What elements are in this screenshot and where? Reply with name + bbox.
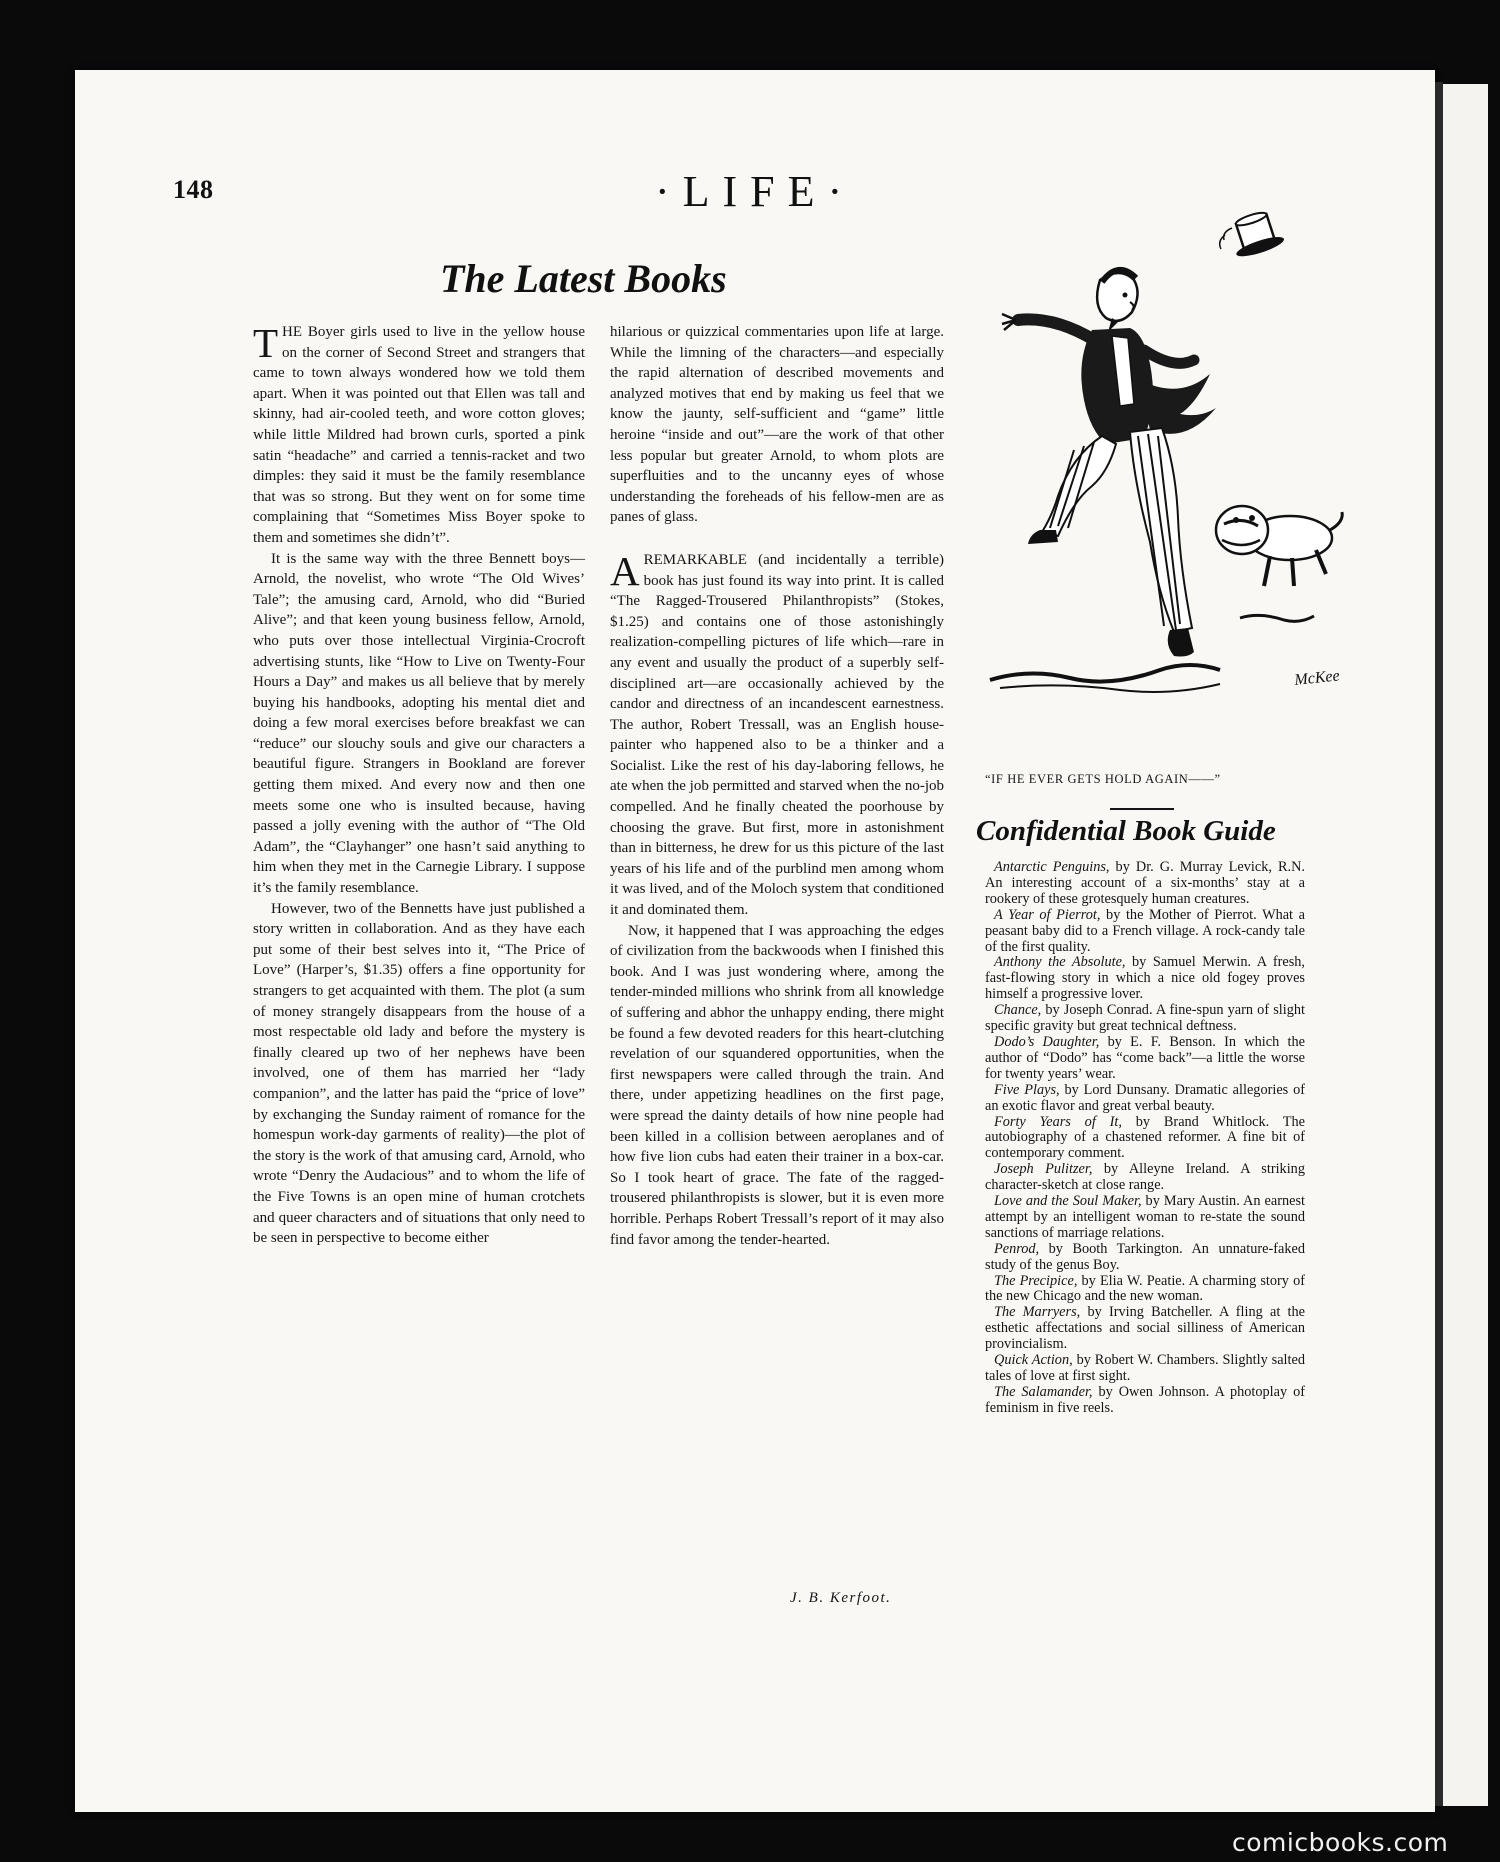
book-guide-list — [985, 860, 1305, 1417]
magazine-masthead: ·LIFE· — [655, 167, 856, 216]
guide-entry: Penrod, by Booth Tarkington. An unnature-faked study of the genus Boy. — [985, 1240, 1305, 1273]
bulldog-drawing — [1216, 506, 1342, 586]
site-watermark: comicbooks.com — [1232, 1828, 1449, 1857]
paragraph: A REMARKABLE (and incidentally a terrible) book has just found its way into print. It is called “The Ragged-Trousered Philanthropists” (Stokes, $1.25) and contains one of those astonishingly realization-compelling pictures of life which—rare in any event and usually the product of a superbly self-disciplined art—are occasionally achieved by the candor and directness of an incandescent earnestness. The author, Robert Tressall, was an English house-painter who happened also to be a thinker and a Socialist. Like the rest of his day-laboring fellows, he ate when the job permitted and starved when the no-job compelled. And he finally cheated the poorhouse by choosing the grave. But first, more in astonishment than in bitterness, he drew for us this picture of the last years of his life and of the purblind men among whom it was lived, and of the Moloch system that conditioned it and dominated them. — [610, 547, 944, 919]
guide-entry: The Salamander, by Owen Johnson. A photoplay of feminism in five reels. — [985, 1383, 1305, 1416]
guide-title: Confidential Book Guide — [976, 815, 1276, 847]
guide-entry: Antarctic Penguins, by Dr. G. Murray Levick, R.N. An interesting account of a six-months’ stay at a rookery of these grotesquely human creatures. — [985, 859, 1305, 907]
page-number: 148 — [173, 175, 214, 204]
guide-entry: The Marryers, by Irving Batcheller. A fling at the esthetic affectations and social silliness of American provincialism. — [985, 1304, 1305, 1353]
striped-trousers — [1042, 428, 1192, 632]
drop-cap: A — [610, 547, 640, 594]
author-signature: J. B. Kerfoot. — [790, 1590, 892, 1606]
guide-entry: Dodo’s Daughter, by E. F. Benson. In which the author of “Dodo” has “come back”—a little the worse for twenty years’ wear. — [985, 1033, 1305, 1082]
guide-entry: Love and the Soul Maker, by Mary Austin. An earnest attempt by an intelligent woman to re-state the sound sanctions of marriage relations. — [985, 1193, 1305, 1241]
paragraph: hilarious or quizzical commentaries upon life at large. While the limning of the characters—and especially the rapid alternation of described movements and analyzed motives that end by making us feel that we know the jaunty, self-sufficient and “game” little heroine “inside and out”—are the work of that other less popular but greater Arnold, to whom plots are superfluities and to the uncanny eyes of whose understanding the foreheads of his fellow-men are as panes of glass. — [610, 324, 944, 526]
article-column-1 — [253, 322, 585, 1249]
next-page-edge — [1443, 84, 1488, 1806]
article-title: The Latest Books — [440, 256, 727, 301]
guide-entry: The Precipice, by Elia W. Peatie. A charming story of the new Chicago and the new woman. — [985, 1272, 1305, 1305]
article-column-2 — [610, 322, 944, 1250]
guide-entry: A Year of Pierrot, by the Mother of Pierrot. What a peasant baby did to a French village. A rock-candy tale of the first quality. — [985, 906, 1305, 955]
page-edge — [1435, 82, 1443, 1806]
guide-entry: Forty Years of It, by Brand Whitlock. The autobiography of a chastened reformer. A fine bit of contemporary comment. — [985, 1113, 1305, 1162]
paragraph: Now, it happened that I was approaching the edges of civilization from the backwoods when I finished this book. And I was just wondering where, among the tender-minded millions who shrink from all knowledge of suffering and abhor the unhappy ending, there might be found a few devoted readers for this heart-clutching revelation of our squandered opportunities, when the first newspapers were called through the train. And there, under appetizing headlines on the first page, were spread the dainty details of how nine people had been killed in a collision between aeroplanes and of how five lion cubs had eaten their trainer in a box-car. So I took heart of grace. The fate of the ragged-trousered philanthropists is slower, but it is even more horrible. Perhaps Robert Tressall’s report of it may also find favor among the tender-hearted. — [610, 922, 944, 1248]
guide-entry: Joseph Pulitzer, by Alleyne Ireland. A striking character-sketch at close range. — [985, 1161, 1305, 1194]
guide-entry: Five Plays, by Lord Dunsany. Dramatic allegories of an exotic flavor and great verbal beauty. — [985, 1081, 1306, 1114]
cartoon-illustration — [970, 200, 1370, 780]
top-hat-icon — [1226, 208, 1286, 261]
artist-signature: McKee — [1293, 667, 1341, 689]
guide-entry: Chance, by Joseph Conrad. A fine-spun yarn of slight specific gravity but great technical deftness. — [985, 1002, 1305, 1035]
drop-cap: T — [253, 320, 279, 366]
illustration-caption: “IF HE EVER GETS HOLD AGAIN——” — [985, 772, 1221, 786]
paragraph: THE Boyer girls used to live in the yellow house on the corner of Second Street and strangers that came to town always wondered how we told them apart. When it was pointed out that Ellen was tall and skinny, had air-cooled teeth, and wore cotton gloves; while little Mildred had brown curls, sported a pink satin “headache” and carried a tennis-racket and two dimples: they said it must be the family resemblance that was so strong. But they went on for some time complaining that “Sometimes Miss Boyer spoke to them and sometimes she didn’t”. — [253, 320, 585, 546]
guide-entry: Quick Action, by Robert W. Chambers. Slightly salted tales of love at first sight. — [985, 1352, 1305, 1384]
paragraph: However, two of the Bennetts have just published a story written in collaboration. And as they have each put some of their best selves into it, “The Price of Love” (Harper’s, $1.35) offers a fine opportunity for strangers to get acquainted with them. The plot (a sum of money strangely disappears from the house of a most respectable old lady and before the mystery is finally cleared up two of her nephews have been involved, one of them has married her “lady companion”, and the latter has paid the “price of love” by exchanging the Sunday raiment of romance for the homespun work-day garments of reality)—the plot of the story is the work of that amusing card, Arnold, who wrote “Denry the Audacious” and to whom the life of the Five Towns is an open mine of human crotchets and queer characters and of situations that only need to be seen in perspective to become either — [253, 900, 585, 1247]
paragraph: It is the same way with the three Bennett boys—Arnold, the novelist, who wrote “The Old Wives’ Tale”; the amusing card, Arnold, who did “Buried Alive”; and that keen young business fellow, Arnold, who puts over those intellectual Virginia-Crocroft advertising stunts, like “How to Live on Twenty-Four Hours a Day” and makes us all believe that by merely buying his handbooks, adopting his mental diet and doing a few moral exercises before breakfast we can “reduce” our slouchy souls and give our characters a beautiful figure. Strangers in Bookland are forever getting them mixed. And every now and then one meets some one who is insulted because, having passed a jolly evening with the author of “The Old Adam”, the “Clayhanger” one hasn’t said anything to him when they met in the Carnegie Library. I suppose it’s the family resemblance. — [253, 550, 585, 897]
divider — [1110, 808, 1174, 810]
guide-entry: Anthony the Absolute, by Samuel Merwin. A fresh, fast-flowing story in which a nice old fogey proves himself a progressive lover. — [985, 954, 1306, 1003]
